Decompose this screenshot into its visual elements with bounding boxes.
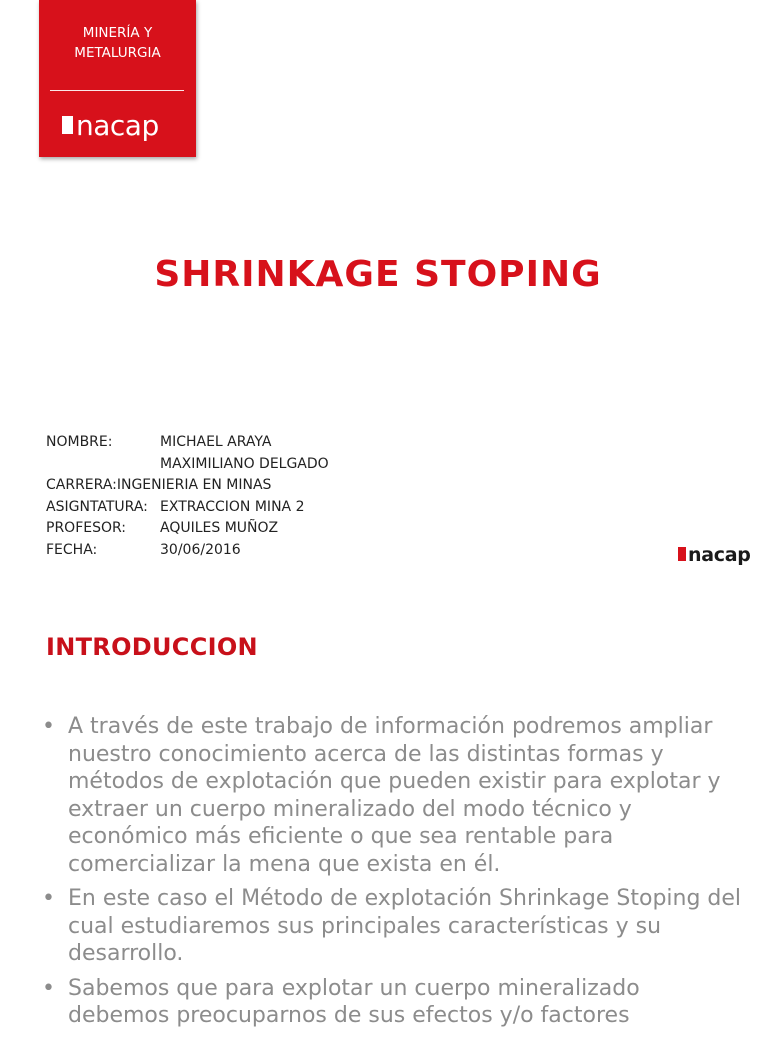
bullet-dot-icon: • <box>42 886 55 911</box>
inacap-logo <box>62 108 159 144</box>
info-value: MAXIMILIANO DELGADO <box>160 455 329 472</box>
info-inline: CARRERA:INGENIERIA EN MINAS <box>46 477 272 494</box>
corner-inacap-logo <box>678 544 751 566</box>
bullet-dot-icon: • <box>42 975 55 1001</box>
logo-wordmark: nacap <box>76 109 159 142</box>
info-label: PROFESOR: <box>46 520 127 537</box>
info-value: 30/06/2016 <box>160 541 241 558</box>
logo-wordmark: nacap <box>688 544 751 566</box>
list-item <box>42 713 742 878</box>
slide-introduccion <box>0 598 768 1028</box>
info-label: NOMBRE: <box>46 434 113 450</box>
section-heading: INTRODUCCION <box>46 633 258 661</box>
badge-line-2: METALURGIA <box>74 45 161 61</box>
info-label: ASIGNTATURA: <box>46 498 148 515</box>
info-value: AQUILES MUÑOZ <box>160 520 279 537</box>
bullet-list <box>42 713 742 1037</box>
info-value: EXTRACCION MINA 2 <box>160 498 305 515</box>
list-item <box>42 975 742 1030</box>
list-item <box>42 885 742 968</box>
info-label: FECHA: <box>46 541 98 558</box>
info-value: MICHAEL ARAYA <box>160 434 272 450</box>
bullet-text: A través de este trabajo de información podremos ampliar nuestro conocimiento acerca de las distintas formas y métodos de explotación que pueden existir para explotar y extraer un cuerpo mineralizado del modo técnico y económico más eficiente o que sea rentable para comercializar la mena que exista en él. <box>68 714 721 877</box>
bullet-text: Sabemos que para explotar un cuerpo mineralizado debemos preocuparnos de sus efectos y/o factores <box>68 975 640 1028</box>
logo-mark-icon <box>62 116 73 134</box>
logo-mark-icon <box>678 547 686 561</box>
bullet-text: En este caso el Método de explotación Shrinkage Stoping del cual estudiaremos sus principales características y su desarrollo. <box>68 886 742 966</box>
brand-badge <box>39 0 196 157</box>
slide-title-text: SHRINKAGE STOPING <box>154 254 602 295</box>
bullet-dot-icon: • <box>42 714 55 739</box>
badge-line-1: MINERÍA Y <box>82 25 153 41</box>
badge-divider <box>50 90 184 91</box>
